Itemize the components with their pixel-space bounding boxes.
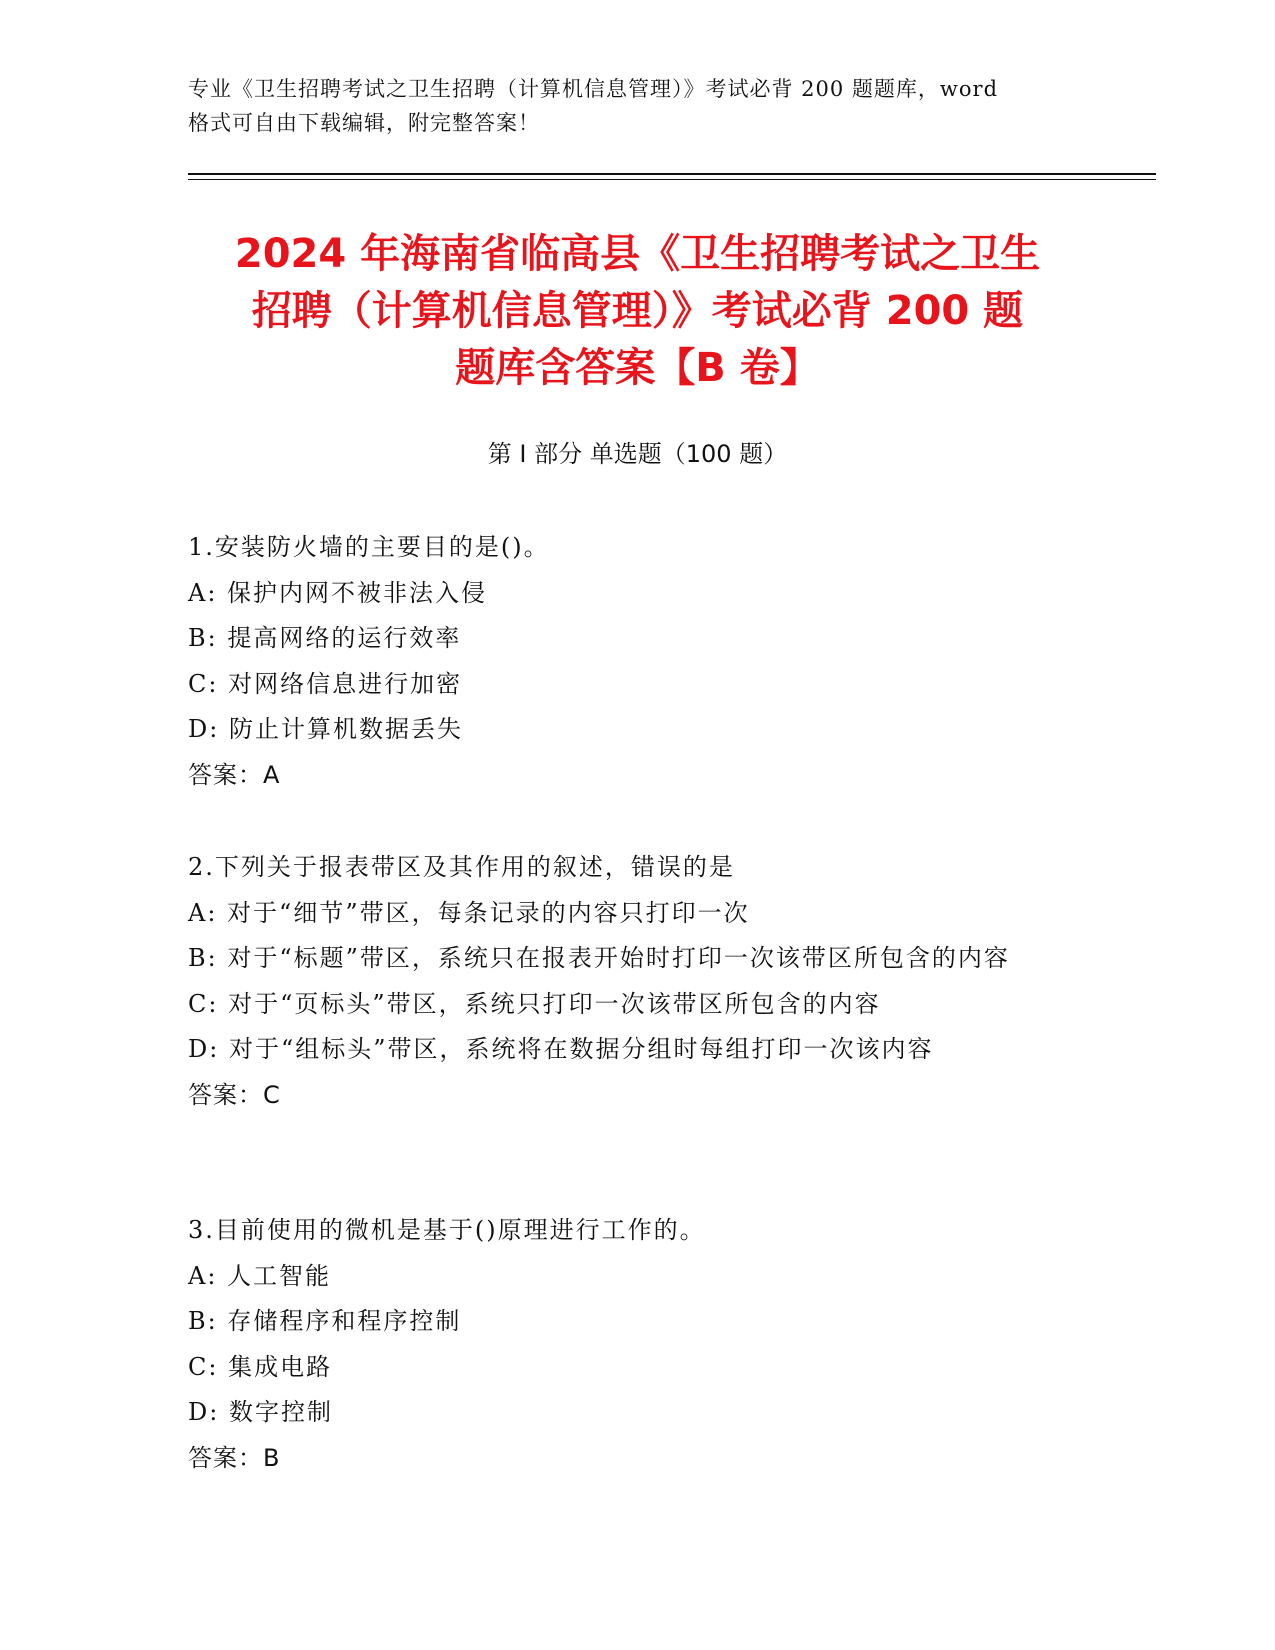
document-title-line-3: 题库含答案【B 卷】 (455, 345, 820, 391)
option-a: A: 保护内网不被非法入侵 (188, 578, 488, 607)
answer-line: 答案：A (188, 760, 281, 789)
question-stem: 2.下列关于报表带区及其作用的叙述，错误的是 (188, 853, 735, 881)
answer-line: 答案：C (188, 1080, 281, 1109)
document-title-line-2: 招聘（计算机信息管理）》考试必背 200 题 (251, 288, 1024, 334)
document-header-note (188, 72, 1088, 140)
option-c: C: 对网络信息进行加密 (188, 669, 463, 698)
question-1 (188, 525, 1078, 798)
header-divider-thin (188, 179, 1156, 180)
header-divider-thick (188, 173, 1156, 175)
header-note-line-1: 专业《卫生招聘考试之卫生招聘（计算机信息管理）》考试必背 200 题题库，word (188, 77, 999, 101)
question-stem: 3.目前使用的微机是基于()原理进行工作的。 (188, 1216, 706, 1244)
option-d: D: 防止计算机数据丢失 (188, 715, 463, 743)
option-b: B: 对于“标题”带区，系统只在报表开始时打印一次该带区所包含的内容 (188, 944, 1010, 972)
option-a: A: 人工智能 (188, 1261, 332, 1290)
answer-line: 答案：B (188, 1443, 281, 1472)
question-stem: 1.安装防火墙的主要目的是()。 (188, 533, 550, 561)
option-d: D: 数字控制 (188, 1398, 333, 1426)
option-c: C: 对于“页标头”带区，系统只打印一次该带区所包含的内容 (188, 989, 881, 1018)
question-3 (188, 1208, 1078, 1481)
option-b: B: 提高网络的运行效率 (188, 624, 462, 652)
option-d: D: 对于“组标头”带区，系统将在数据分组时每组打印一次该内容 (188, 1035, 934, 1063)
section-heading: 第 I 部分 单选题（100 题） (487, 440, 788, 468)
option-b: B: 存储程序和程序控制 (188, 1307, 462, 1335)
document-title (160, 226, 1115, 397)
question-2 (188, 845, 1078, 1118)
document-title-line-1: 2024 年海南省临高县《卫生招聘考试之卫生 (234, 231, 1041, 277)
option-a: A: 对于“细节”带区，每条记录的内容只打印一次 (188, 898, 750, 927)
header-note-line-2: 格式可自由下载编辑，附完整答案！ (188, 111, 540, 135)
option-c: C: 集成电路 (188, 1352, 333, 1381)
